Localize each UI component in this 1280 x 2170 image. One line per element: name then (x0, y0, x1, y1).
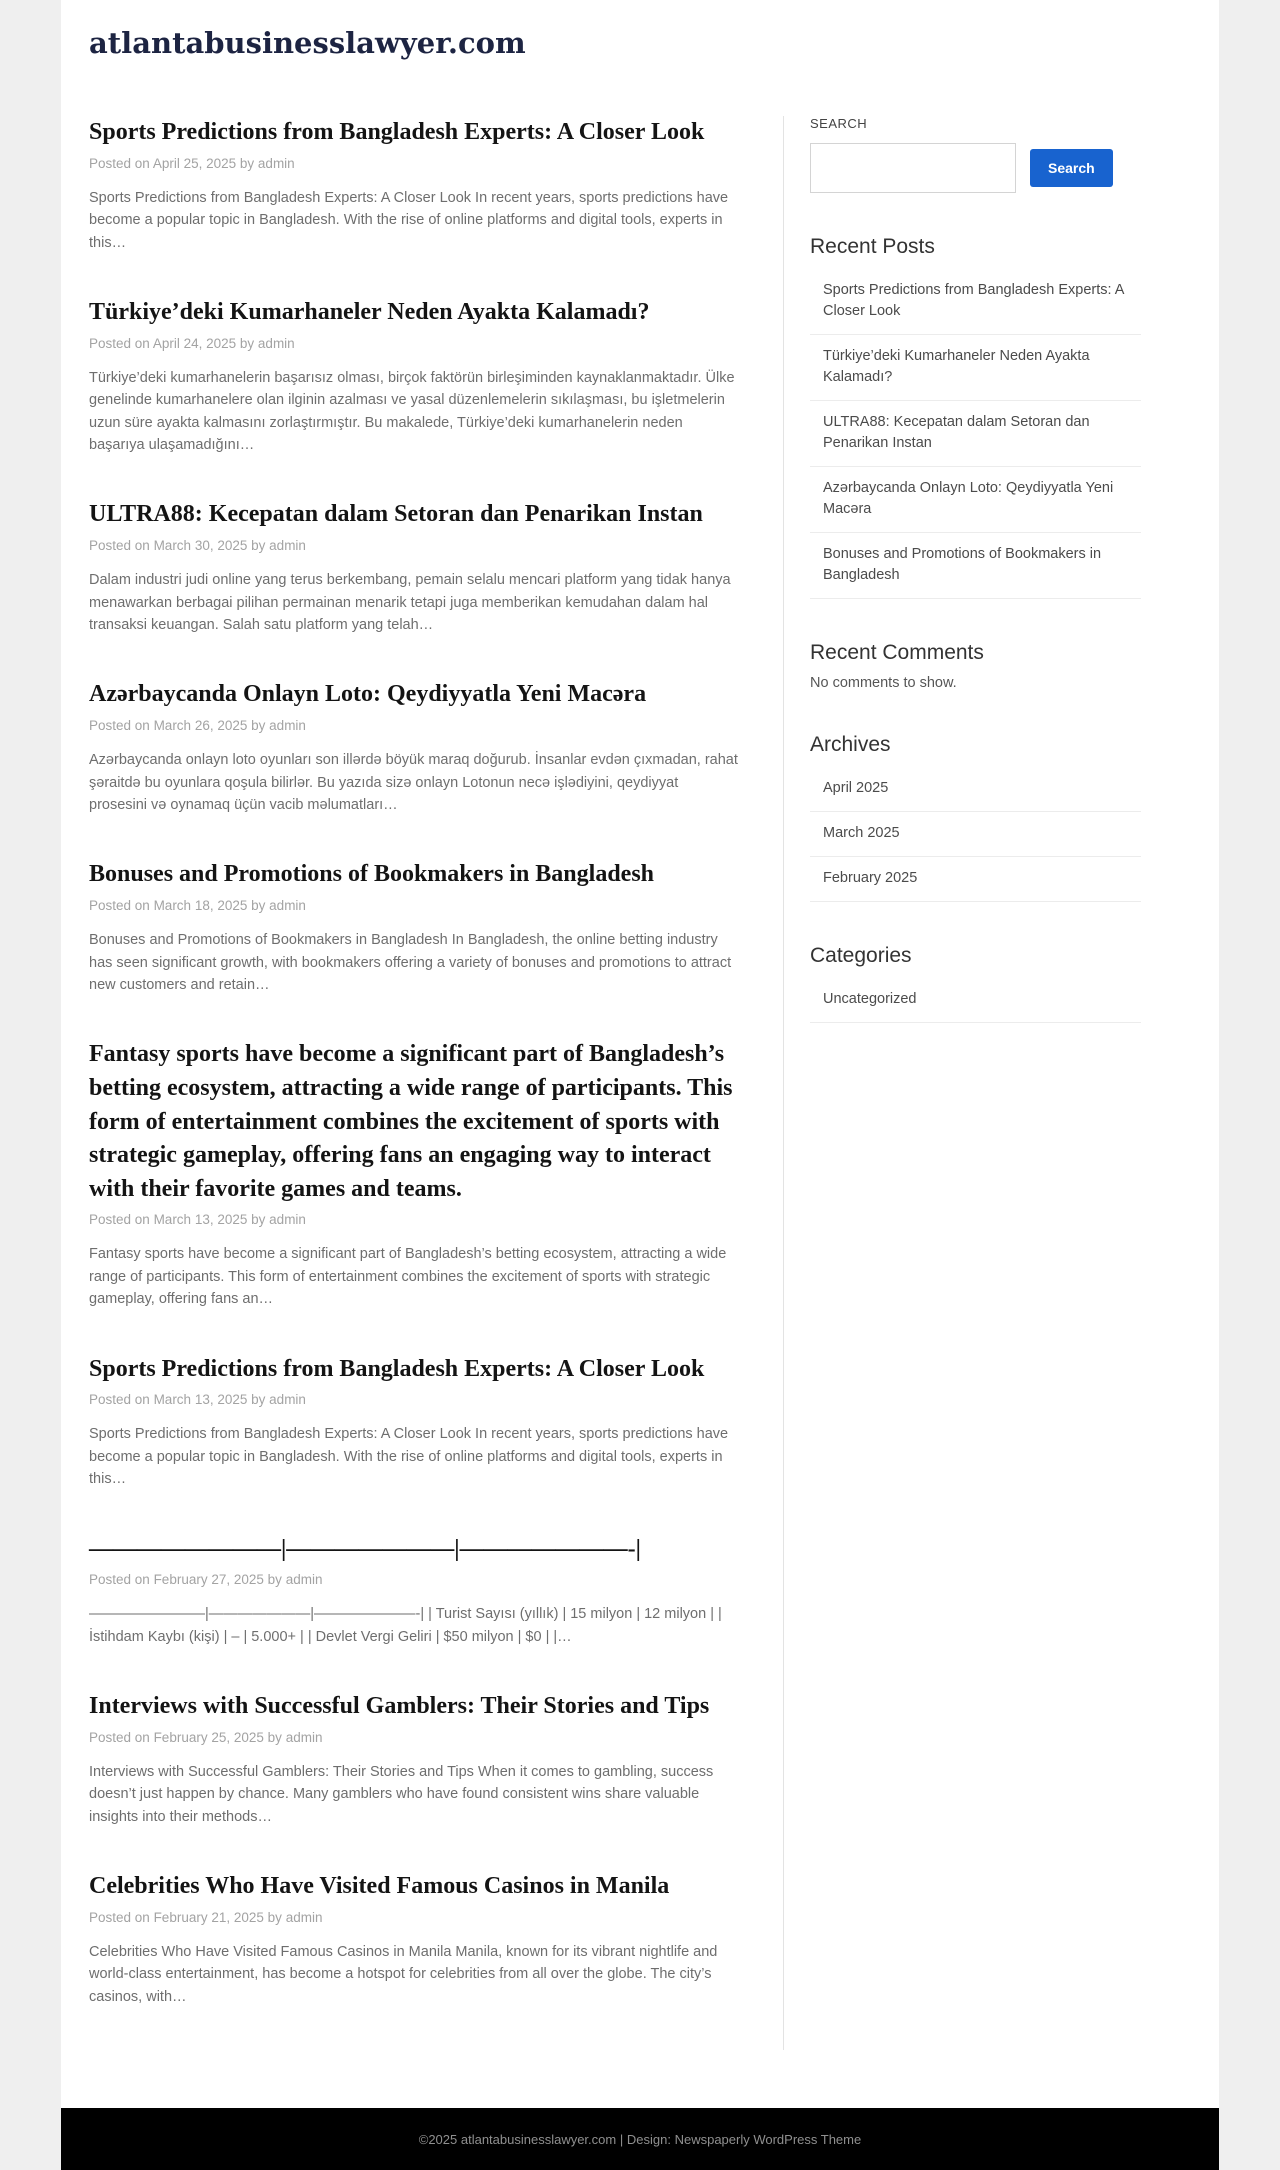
post-date-link[interactable]: February 27, 2025 (153, 1572, 264, 1588)
post-author-link[interactable]: admin (269, 538, 306, 554)
by-label: by (251, 898, 266, 914)
footer-separator: | (619, 2131, 624, 2147)
category-link[interactable]: Uncategorized (810, 978, 1141, 1023)
post-item (89, 858, 739, 996)
post-title-link[interactable]: Celebrities Who Have Visited Famous Casinos in Manila (89, 1873, 670, 1900)
recent-comments-widget (810, 641, 1141, 691)
post-author-link[interactable]: admin (269, 1392, 306, 1408)
post-author-link[interactable]: admin (257, 155, 295, 171)
post-title-link[interactable]: Interviews with Successful Gamblers: Their Stories and Tips (89, 1693, 710, 1720)
posted-on-label: Posted on (89, 1212, 150, 1228)
post-title-link[interactable]: Türkiye’deki Kumarhaneler Neden Ayakta Kalamadı? (89, 299, 650, 325)
by-label: by (267, 1572, 282, 1588)
post-excerpt: Fantasy sports have become a significant part of Bangladesh’s betting ecosystem, attracting a wide range of participants. This form of entertainment combines the excitement of sports with strategic gameplay, offering fans an… (89, 1246, 727, 1308)
post-date-link[interactable]: April 24, 2025 (152, 335, 237, 351)
post-author-link[interactable]: admin (257, 335, 295, 351)
post-excerpt: ————————|———————|———————-| | Turist Sayısı (yıllık) | 15 milyon | 12 milyon | | İstihdam Kaybı (kişi) | – | 5.000+ | | Devlet Vergi Geliri | $50 milyon | $0 | |… (89, 1606, 722, 1645)
post-title-link[interactable]: Sports Predictions from Bangladesh Experts: A Closer Look (89, 1355, 705, 1382)
no-comments-text: No comments to show. (810, 675, 957, 692)
by-label: by (239, 155, 255, 171)
sidebar (783, 116, 1141, 2050)
categories-widget (810, 944, 1141, 1023)
search-label: SEARCH (810, 116, 868, 131)
by-label: by (239, 335, 255, 351)
categories-list (810, 978, 1141, 1023)
post-date-link[interactable]: April 25, 2025 (152, 155, 237, 171)
post-excerpt: Azərbaycanda onlayn loto oyunları son illərdə böyük maraq doğurub. İnsanlar evdən çıxmadan, rahat şəraitdə bu oyunlara qoşula bilirlər. Bu yazıda sizə onlayn Lotonun necə işlədiyini, qeydiyyat prosesini və oynamaq üçün vacib məlumatları… (89, 752, 738, 813)
post-date-link[interactable]: March 18, 2025 (153, 898, 248, 914)
post-item (89, 1038, 739, 1310)
post-excerpt: Interviews with Successful Gamblers: Their Stories and Tips When it comes to gambling, success doesn’t just happen by chance. Many gamblers who have found consistent wins share valuable insights into their methods… (89, 1763, 714, 1825)
post-item (89, 1353, 739, 1491)
post-meta (89, 1730, 739, 1745)
post-meta (89, 1212, 739, 1227)
page-container (61, 0, 1219, 2170)
by-label: by (251, 1392, 266, 1408)
search-row (810, 143, 1141, 193)
footer-theme-link[interactable]: Newspaperly WordPress Theme (674, 2131, 862, 2147)
site-title-link[interactable]: atlantabusinesslawyer.com (89, 26, 526, 60)
post-date-link[interactable]: February 25, 2025 (153, 1729, 264, 1745)
post-excerpt: Türkiye’deki kumarhanelerin başarısız olması, birçok faktörün birleşiminden kaynaklanmaktadır. Ülke genelinde kumarhanelere olan ilginin azalması ve yasal düzenlemelerin sıkılaşması, bu işletmelerin uzun süre ayakta kalmasını zorlaştırmıştır. Bu makalede, Türkiye’deki kumarhanelerin neden başarıya ulaşamadığını… (89, 369, 735, 453)
recent-post-link[interactable]: Türkiye’deki Kumarhaneler Neden Ayakta Kalamadı? (810, 335, 1141, 401)
post-item (89, 116, 739, 254)
posted-on-label: Posted on (89, 1392, 150, 1408)
posted-on-label: Posted on (89, 898, 150, 914)
by-label: by (267, 1729, 282, 1745)
post-meta (89, 336, 739, 351)
archives-list (810, 767, 1141, 902)
search-input[interactable] (810, 143, 1016, 193)
post-author-link[interactable]: admin (269, 718, 306, 734)
post-author-link[interactable]: admin (285, 1729, 323, 1745)
post-date-link[interactable]: March 13, 2025 (153, 1212, 248, 1228)
archives-heading: Archives (810, 733, 891, 757)
site-header (61, 0, 1219, 84)
footer-text (419, 2132, 861, 2147)
posted-on-label: Posted on (89, 335, 150, 351)
post-item (89, 1533, 739, 1649)
search-button[interactable]: Search (1030, 149, 1113, 187)
post-item (89, 678, 739, 816)
posted-on-label: Posted on (89, 1909, 150, 1925)
archive-month-link[interactable]: February 2025 (810, 857, 1141, 902)
post-excerpt: Bonuses and Promotions of Bookmakers in Bangladesh In Bangladesh, the online betting industry has seen significant growth, with bookmakers offering a variety of bonuses and promotions to attract new customers and retain… (89, 932, 732, 993)
by-label: by (251, 538, 266, 554)
post-date-link[interactable]: March 26, 2025 (153, 718, 248, 734)
post-meta (89, 718, 739, 733)
post-item (89, 1690, 739, 1828)
archives-widget (810, 733, 1141, 902)
archive-month-link[interactable]: April 2025 (810, 767, 1141, 812)
posted-on-label: Posted on (89, 538, 150, 554)
post-meta (89, 538, 739, 553)
by-label: by (267, 1909, 282, 1925)
post-title-link[interactable]: Fantasy sports have become a significant part of Bangladesh’s betting ecosystem, attracting a wide range of participants. This form of entertainment combines the excitement of sports with strategic gameplay, offering fans an engaging way to interact with their favorite games and teams. (89, 1041, 733, 1202)
post-excerpt: Sports Predictions from Bangladesh Experts: A Closer Look In recent years, sports predictions have become a popular topic in Bangladesh. With the rise of online platforms and digital tools, experts in this… (89, 1426, 729, 1488)
site-footer (61, 2108, 1219, 2170)
post-excerpt: Celebrities Who Have Visited Famous Casinos in Manila Manila, known for its vibrant nightlife and world-class entertainment, has become a hotspot for celebrities from all over the globe. The city’s casinos, with… (89, 1943, 718, 2005)
post-author-link[interactable]: admin (285, 1909, 323, 1925)
post-author-link[interactable]: admin (285, 1572, 323, 1588)
post-meta (89, 1392, 739, 1407)
post-author-link[interactable]: admin (269, 898, 306, 914)
footer-design-label: Design: (626, 2131, 671, 2147)
post-excerpt: Sports Predictions from Bangladesh Experts: A Closer Look In recent years, sports predictions have become a popular topic in Bangladesh. With the rise of online platforms and digital tools, experts in this… (89, 189, 729, 251)
posted-on-label: Posted on (89, 1729, 150, 1745)
recent-posts-widget (810, 235, 1141, 599)
post-author-link[interactable]: admin (269, 1212, 306, 1228)
posts-column (89, 116, 783, 2050)
post-title-link[interactable]: Sports Predictions from Bangladesh Experts: A Closer Look (89, 119, 705, 145)
post-date-link[interactable]: March 13, 2025 (153, 1392, 248, 1408)
post-meta (89, 1572, 739, 1587)
recent-post-link[interactable]: Azərbaycanda Onlayn Loto: Qeydiyyatla Yeni Macəra (810, 467, 1141, 533)
categories-heading: Categories (810, 944, 912, 968)
post-meta (89, 898, 739, 913)
footer-copyright: ©2025 atlantabusinesslawyer.com (418, 2131, 617, 2147)
by-label: by (251, 1212, 266, 1228)
post-item (89, 1870, 739, 2008)
recent-comments-heading: Recent Comments (810, 641, 984, 665)
posted-on-label: Posted on (89, 718, 150, 734)
by-label: by (251, 718, 266, 734)
recent-posts-list (810, 269, 1141, 599)
recent-posts-heading: Recent Posts (810, 235, 935, 258)
recent-post-link[interactable]: Bonuses and Promotions of Bookmakers in Bangladesh (810, 533, 1141, 599)
post-date-link[interactable]: February 21, 2025 (153, 1909, 264, 1925)
post-title-link[interactable]: Azərbaycanda Onlayn Loto: Qeydiyyatla Yeni Macəra (89, 681, 647, 708)
post-date-link[interactable]: March 30, 2025 (153, 538, 248, 554)
post-title-link[interactable]: Bonuses and Promotions of Bookmakers in Bangladesh (89, 861, 655, 888)
post-meta (89, 1910, 739, 1925)
post-title-link[interactable]: ULTRA88: Kecepatan dalam Setoran dan Penarikan Instan (89, 501, 703, 528)
post-excerpt: Dalam industri judi online yang terus berkembang, pemain selalu mencari platform yang tidak hanya menawarkan berbagai pilihan permainan menarik tetapi juga memberikan kemudahan dalam hal transaksi keuangan. Salah satu platform yang telah… (89, 572, 731, 633)
recent-post-link[interactable]: ULTRA88: Kecepatan dalam Setoran dan Penarikan Instan (810, 401, 1141, 467)
post-title-link[interactable]: ————————|———————|———————-| (89, 1535, 641, 1562)
posted-on-label: Posted on (89, 1572, 150, 1588)
archive-month-link[interactable]: March 2025 (810, 812, 1141, 857)
recent-post-link[interactable]: Sports Predictions from Bangladesh Experts: A Closer Look (810, 269, 1141, 335)
post-meta (89, 156, 739, 171)
post-item (89, 498, 739, 636)
posted-on-label: Posted on (89, 155, 150, 171)
search-widget (810, 116, 1141, 193)
post-item (89, 296, 739, 456)
main-layout (61, 84, 1219, 2108)
